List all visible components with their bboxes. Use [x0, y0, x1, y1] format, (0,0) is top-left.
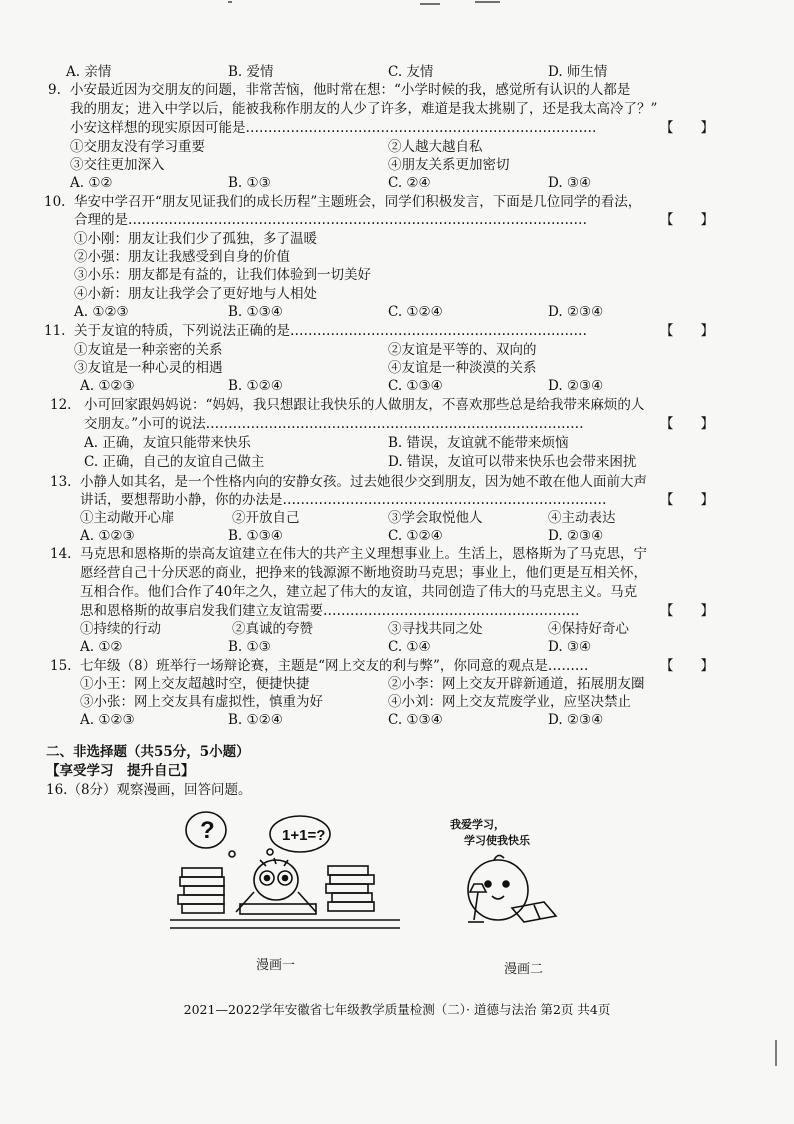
q15-line1: 15. 七年级（8）班举行一场辩论赛，主题是“网上交友的利与弊”，你同意的观点是……… 【 】	[50, 658, 714, 674]
q12-options-2: C. 正确，自己的友谊自己做主 D. 错误，友谊可以带来快乐也会带来困扰	[84, 454, 637, 470]
q11-answer-bracket: 【 】	[660, 323, 714, 339]
q10-item-3: ③小乐：朋友都是有益的，让我们体验到一切美好	[74, 267, 371, 283]
q13-line2: 讲话，要想帮助小静，你的办法是……………………………………………………………… 【 】	[80, 492, 714, 508]
q14-items: ①持续的行动 ②真诚的夸赞 ③寻找共同之处 ④保持好奇心	[80, 621, 629, 637]
q10-answer-bracket: 【 】	[660, 212, 714, 228]
q11-items-1: ①友谊是一种亲密的关系 ②友谊是平等的、双向的	[74, 342, 537, 358]
q8-options	[0, 62, 794, 82]
cartoon-2-text-1: 我爱学习，	[450, 818, 505, 831]
q9-options: A. ①② B. ①③ C. ②④ D. ③④	[70, 175, 592, 191]
q9-items-2: ③交往更加深入 ④朋友关系更加密切	[70, 157, 510, 173]
q12-options-1: A. 正确，友谊只能带来快乐 B. 错误，友谊就不能带来烦恼	[84, 435, 569, 451]
q8-option-a: A. 亲情	[66, 64, 112, 80]
cartoon-2-happy-reader	[440, 808, 590, 938]
scan-edge-mark	[772, 1040, 782, 1070]
section-2-title: 二、非选择题（共55分，5小题）	[46, 744, 250, 760]
q15-items-2: ③小张：网上交友具有虚拟性，慎重为好 ④小刘：网上交友荒废学业，应坚决禁止	[80, 694, 631, 710]
q12-answer-bracket: 【 】	[660, 416, 714, 432]
q14-line2: 愿经营自己十分厌恶的商业，把挣来的钱源源不断地资助马克思；事业上，他们更是互相关怀，	[80, 565, 647, 581]
q14-answer-bracket: 【 】	[660, 603, 714, 619]
q13-line1: 13. 小静人如其名，是一个性格内向的安静女孩。过去她很少交到朋友，因为她不敢在他人面前大声	[50, 474, 647, 490]
q13-items: ①主动敞开心扉 ②开放自己 ③学会取悦他人 ④主动表达	[80, 510, 616, 526]
q10-options: A. ①②③ B. ①③④ C. ①②④ D. ②③④	[74, 304, 604, 320]
top-edge-marks	[0, 0, 794, 12]
q10-line2: 合理的是………………………………………………………………………………………… 【 】	[74, 212, 714, 228]
q13-answer-bracket: 【 】	[660, 492, 714, 508]
q8-option-d: D. 师生情	[548, 64, 608, 80]
q15-items-1: ①小王：网上交友超越时空，便捷快捷 ②小李：网上交友开辟新通道，拓展朋友圈	[80, 676, 645, 692]
q15-answer-bracket: 【 】	[660, 658, 714, 674]
q10-item-4: ④小新：朋友让我学会了更好地与人相处	[74, 286, 317, 302]
section-2-subtitle: 【享受学习 提升自己】	[46, 763, 195, 779]
q9-line1: 9. 小安最近因为交朋友的问题，非常苦恼，他时常在想：“小学时候的我，感觉所有认识的人都是	[48, 82, 631, 98]
q8-option-c: C. 友情	[388, 64, 434, 80]
q9-line3: 小安这样想的现实原因可能是…………………………………………………………………… 【 】	[70, 120, 714, 136]
q11-options: A. ①②③ B. ①②④ C. ①③④ D. ②③④	[80, 378, 604, 394]
q14-line1: 14. 马克思和恩格斯的崇高友谊建立在伟大的共产主义理想事业上。生活上，恩格斯为了马克思，宁	[50, 546, 647, 562]
q10-item-1: ①小刚：朋友让我们少了孤独，多了温暖	[74, 231, 317, 247]
cartoon-1-equation: 1+1=?	[282, 827, 326, 844]
q15-options: A. ①②③ B. ①②④ C. ①③④ D. ②③④	[80, 712, 604, 728]
cartoon-1-student-with-books	[170, 808, 400, 938]
cartoon-1-caption: 漫画一	[256, 958, 296, 973]
q13-options: A. ①②③ B. ①③④ C. ①②④ D. ②③④	[80, 528, 604, 544]
q14-line3: 互相合作。他们合作了40年之久，建立起了伟大的友谊，共同创造了伟大的马克思主义。马克	[80, 584, 638, 600]
q11-items-2: ③友谊是一种心灵的相遇 ④友谊是一种淡漠的关系	[74, 360, 537, 376]
q9-items-1: ①交朋友没有学习重要 ②人越大越自私	[70, 139, 483, 155]
q14-line4: 思和恩格斯的故事启发我们建立友谊需要………………………………………………… 【 】	[80, 603, 714, 619]
q10-item-2: ②小强：朋友让我感受到自身的价值	[74, 249, 290, 265]
cartoon-2-caption: 漫画二	[504, 962, 544, 977]
q12-line1: 12. 小可回家跟妈妈说：“妈妈，我只想跟让我快乐的人做朋友，不喜欢那些总是给我带来麻烦的人	[50, 397, 645, 413]
cartoon-1-question-mark: ?	[200, 817, 215, 844]
q16-line1: 16.（8分）观察漫画，回答问题。	[46, 782, 252, 798]
q8-option-b: B. 爱情	[228, 64, 274, 80]
q9-answer-bracket: 【 】	[660, 120, 714, 136]
q11-line1: 11. 关于友谊的特质，下列说法正确的是………………………………………………………… 【 】	[44, 323, 714, 339]
q14-options: A. ①② B. ①③ C. ①④ D. ③④	[80, 639, 592, 655]
q12-line2: 交朋友。”小可的说法………………………………………………………………………… 【 】	[84, 416, 714, 432]
q9-line2: 我的朋友；进入中学以后，能被我称作朋友的人少了许多，难道是我太挑剔了，还是我太高冷了？”	[70, 101, 658, 117]
cartoon-2-text-2: 学习使我快乐	[464, 834, 530, 847]
q10-line1: 10. 华安中学召开“朋友见证我们的成长历程”主题班会，同学们积极发言，下面是几位同学的看法，	[44, 194, 642, 210]
page-footer: 2021—2022学年安徽省七年级教学质量检测（二）· 道德与法治 第2页 共4页	[183, 1002, 611, 1017]
